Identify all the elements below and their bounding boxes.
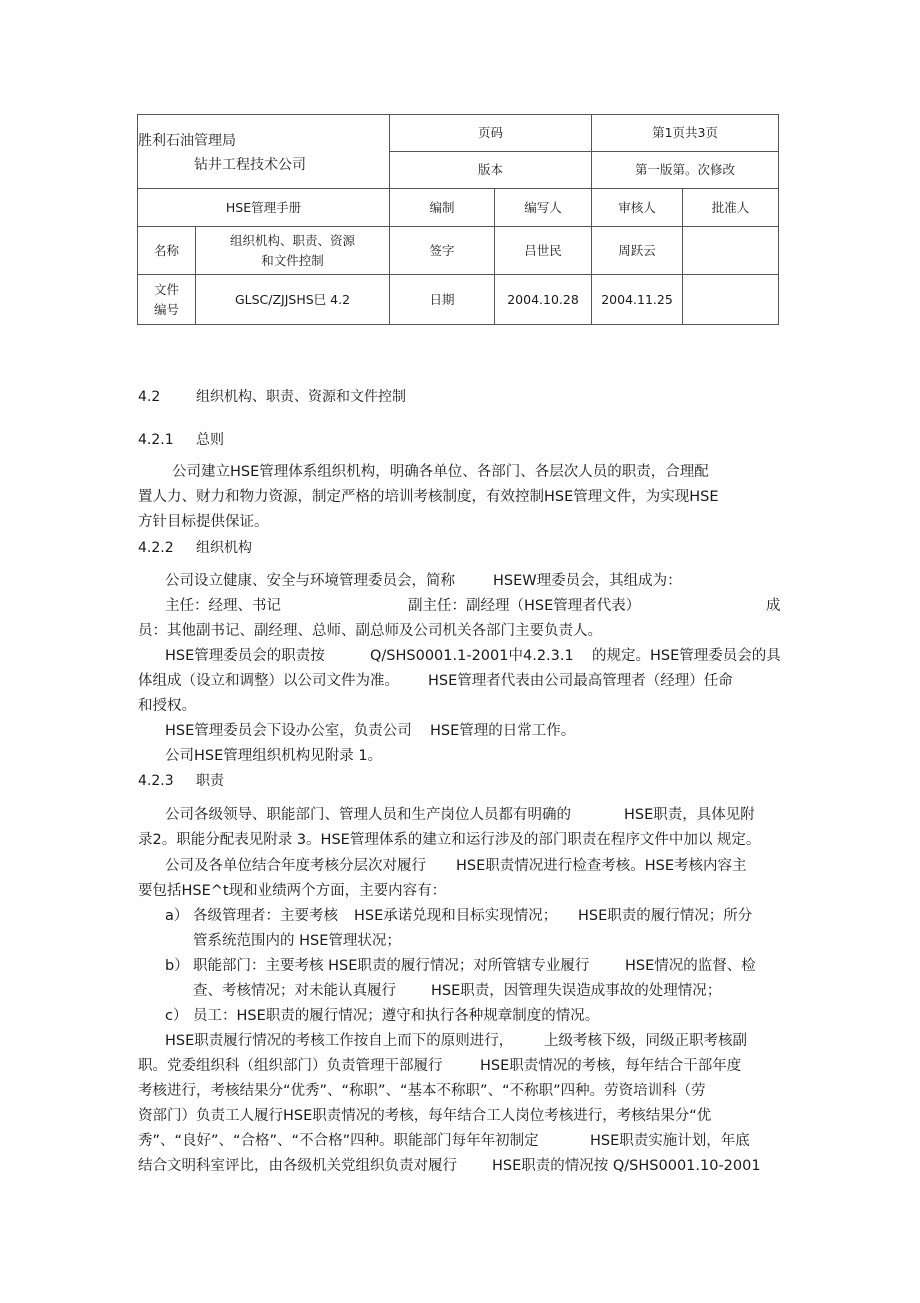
paragraph-line: 考核进行，考核结果分“优秀”、“称职”、“基本不称职”、“不称职”四种。劳资培训科（劳 <box>138 1083 706 1099</box>
approver-label: 批准人 <box>683 189 779 227</box>
paragraph-line: 资部门）负责工人履行HSE职责情况的考核，每年结合工人岗位考核进行，考核结果分“优 <box>138 1108 712 1124</box>
file-label-line2: 编号 <box>153 301 179 317</box>
paragraph-line: Q/SHS0001.1-2001中4.2.3.1 <box>370 648 574 664</box>
paragraph-line: HSE管理者代表由公司最高管理者（经理）任命 <box>428 673 733 689</box>
paragraph-line: HSE职责，具体见附 <box>624 807 755 823</box>
reviewer-label: 审核人 <box>592 189 683 227</box>
list-marker-a: a） <box>165 908 189 924</box>
paragraph-line: HSE职责实施计划，年底 <box>590 1133 750 1149</box>
paragraph-line: HSE职责，因管理失误造成事故的处理情况； <box>431 983 722 999</box>
paragraph-line: 查、考核情况；对未能认真履行 <box>193 983 396 999</box>
paragraph-line: 置人力、财力和物力资源，制定严格的培训考核制度，有效控制HSE管理文件，为实现HSE <box>138 489 719 505</box>
paragraph-line: 主任：经理、书记 <box>165 598 281 614</box>
section-heading-4-2-2: 4.2.2 组织机构 <box>138 540 252 556</box>
date-label: 日期 <box>390 275 495 325</box>
paragraph-line: 成 <box>766 598 781 614</box>
section-heading-4-2: 4.2 组织机构、职责、资源和文件控制 <box>138 389 406 405</box>
paragraph-line: 公司各级领导、职能部门、管理人员和生产岗位人员都有明确的 <box>165 807 571 823</box>
paragraph-line: 公司设立健康、安全与环境管理委员会，简称 <box>165 573 455 589</box>
reviewer-name: 周跃云 <box>592 227 683 275</box>
section-heading-4-2-1: 4.2.1 总则 <box>138 432 224 448</box>
paragraph-line: 公司建立HSE管理体系组织机构，明确各单位、各部门、各层次人员的职责，合理配 <box>172 464 709 480</box>
page-value: 第1页共3页 <box>592 115 779 152</box>
compile-label: 编制 <box>390 189 495 227</box>
version-value: 第一版第。次修改 <box>592 152 779 189</box>
paragraph-line: 管系统范围内的 HSE管理状况； <box>193 933 401 949</box>
paragraph-line: HSE承诺兑现和目标实现情况； <box>354 908 558 924</box>
manual-title: HSE管理手册 <box>138 189 390 227</box>
writer-name: 吕世民 <box>495 227 592 275</box>
paragraph-line: 员：其他副书记、副经理、总师、副总师及公司机关各部门主要负责人。 <box>138 623 602 639</box>
paragraph-line: 公司及各单位结合年度考核分层次对履行 <box>165 858 426 874</box>
file-label-line1: 文件 <box>153 281 179 297</box>
paragraph-line: 要包括HSE^t现和业绩两个方面，主要内容有： <box>138 883 447 899</box>
paragraph-line: HSE职责情况的考核，每年结合干部年度 <box>480 1058 742 1074</box>
paragraph-line: 副主任：副经理（HSE管理者代表） <box>408 598 641 614</box>
version-label: 版本 <box>390 152 592 189</box>
paragraph-line: 公司HSE管理组织机构见附录 1。 <box>165 748 383 764</box>
sign-label: 签字 <box>390 227 495 275</box>
paragraph-line: 结合文明科室评比，由各级机关党组织负责对履行 <box>138 1158 457 1174</box>
paragraph-line: HSE职责的履行情况；所分 <box>578 908 753 924</box>
list-marker-c: c） <box>165 1008 188 1024</box>
org-name-line1: 胜利石油管理局 <box>138 133 236 149</box>
paragraph-line: 各级管理者：主要考核 <box>193 908 338 924</box>
list-marker-b: b） <box>165 958 189 974</box>
name-label: 名称 <box>138 227 196 275</box>
paragraph-line: HSE职责的情况按 Q/SHS0001.10-2001 <box>492 1158 761 1174</box>
file-number: GLSC/ZJJSHS巳 4.2 <box>196 275 390 325</box>
write-date: 2004.10.28 <box>495 275 592 325</box>
paragraph-line: HSE情况的监督、检 <box>625 958 756 974</box>
paragraph-line: 上级考核下级，同级正职考核副 <box>544 1033 747 1049</box>
name-value-line1: 组织机构、职责、资源 <box>229 232 355 248</box>
name-value-line2: 和文件控制 <box>261 252 324 268</box>
org-name-line2: 钻井工程技术公司 <box>194 157 306 173</box>
paragraph-line: 体组成（设立和调整）以公司文件为准。 <box>138 673 399 689</box>
review-date: 2004.11.25 <box>592 275 683 325</box>
page-label: 页码 <box>390 115 592 152</box>
paragraph-line: 秀”、“良好”、“合格”、“不合格”四种。职能部门每年年初制定 <box>138 1133 539 1149</box>
paragraph-line: HSE管理的日常工作。 <box>430 723 576 739</box>
paragraph-line: HSE职责情况进行检查考核。HSE考核内容主 <box>456 858 747 874</box>
paragraph-line: 的规定。HSE管理委员会的具 <box>592 648 781 664</box>
paragraph-line: HSEW理委员会，其组成为： <box>493 573 682 589</box>
paragraph-line: 方针目标提供保证。 <box>138 514 269 530</box>
writer-label: 编写人 <box>495 189 592 227</box>
paragraph-line: 员工：HSE职责的履行情况；遵守和执行各种规章制度的情况。 <box>193 1008 600 1024</box>
paragraph-line: 和授权。 <box>138 698 196 714</box>
paragraph-line: HSE管理委员会的职责按 <box>165 648 325 664</box>
paragraph-line: 录2。职能分配表见附录 3。HSE管理体系的建立和运行涉及的部门职责在程序文件中加以 规定。 <box>138 832 761 848</box>
paragraph-line: 职能部门：主要考核 HSE职责的履行情况；对所管辖专业履行 <box>193 958 590 974</box>
paragraph-line: HSE管理委员会下设办公室，负责公司 <box>165 723 412 739</box>
paragraph-line: 职。党委组织科（组织部门）负责管理干部履行 <box>138 1058 443 1074</box>
paragraph-line: HSE职责履行情况的考核工作按自上而下的原则进行， <box>165 1033 514 1049</box>
section-heading-4-2-3: 4.2.3 职责 <box>138 773 224 789</box>
